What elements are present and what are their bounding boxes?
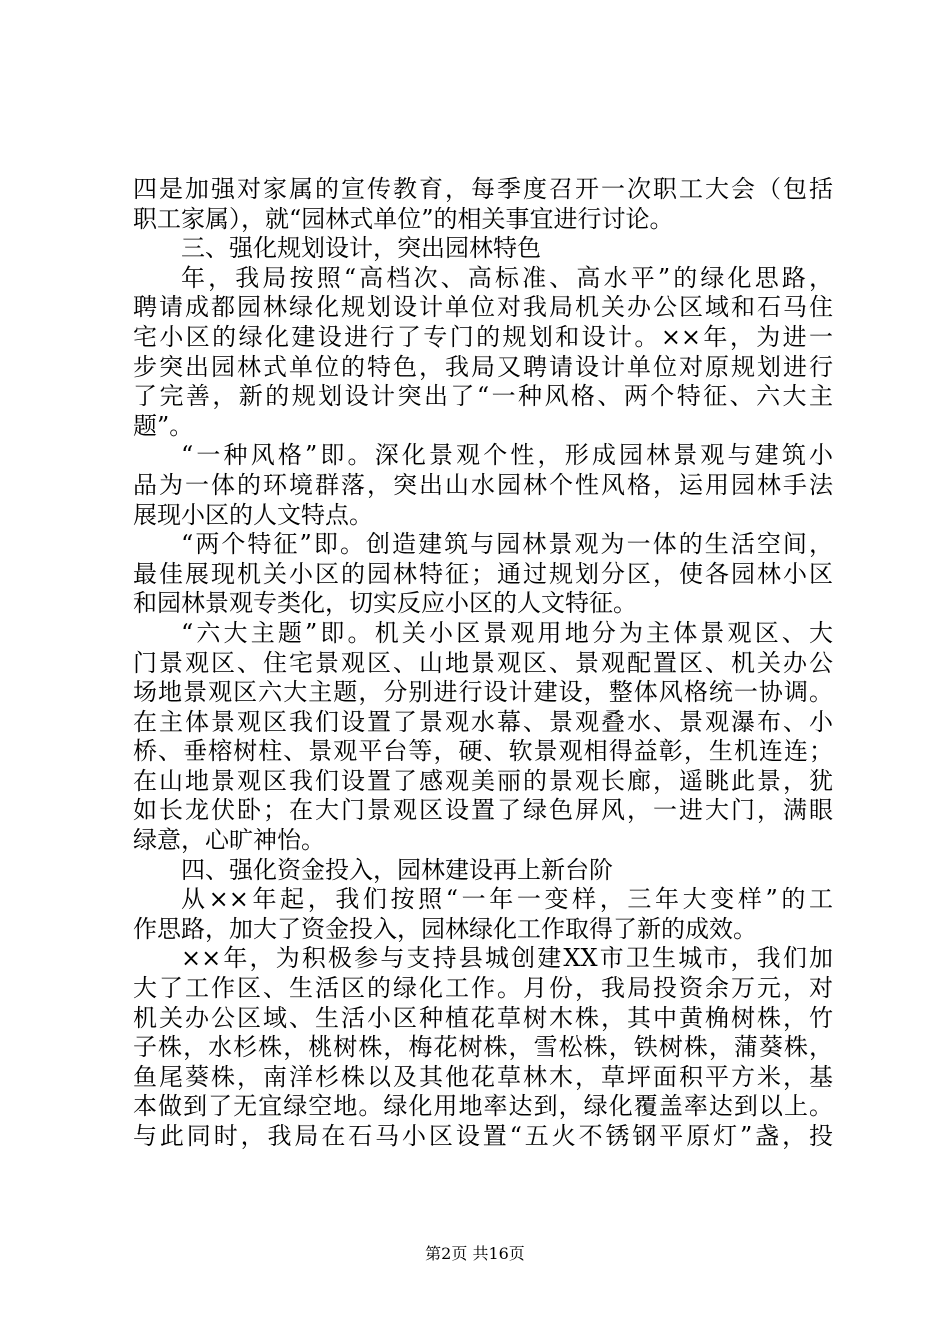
text-line: 最佳展现机关小区的园林特征；通过规划分区，使各园林小区: [133, 559, 833, 588]
text-line: 子株，水杉株，桃树株，梅花树株，雪松株，铁树株，蒲葵株，: [133, 1033, 833, 1062]
text-line: 步突出园林式单位的特色，我局又聘请设计单位对原规划进行: [133, 352, 833, 381]
text-line: 鱼尾葵株，南洋杉株以及其他花草林木，草坪面积平方米，基: [133, 1062, 833, 1091]
text-line: “一种风格”即。深化景观个性，形成园林景观与建筑小: [181, 441, 833, 470]
text-line: 四是加强对家属的宣传教育，每季度召开一次职工大会（包括: [133, 175, 833, 203]
document-body: [133, 175, 833, 1152]
text-line: 如长龙伏卧；在大门景观区设置了绿色屏风，一进大门，满眼: [133, 796, 833, 825]
text-line: “两个特征”即。创造建筑与园林景观为一体的生活空间，: [181, 530, 833, 559]
text-line: 品为一体的环境群落，突出山水园林个性风格，运用园林手法: [133, 470, 833, 499]
text-line: 与此同时，我局在石马小区设置“五火不锈钢平原灯”盏，投: [133, 1122, 833, 1150]
text-line: 机关办公区域、生活小区种植花草树木株，其中黄桷树株，竹: [133, 1003, 833, 1032]
page-footer: 第2页 共16页: [425, 1244, 525, 1263]
text-line: ××年，为积极参与支持县城创建XX市卫生城市，我们加: [181, 944, 833, 973]
text-line: 作思路，加大了资金投入，园林绿化工作取得了新的成效。: [133, 914, 757, 943]
text-line: 在主体景观区我们设置了景观水幕、景观叠水、景观瀑布、小: [133, 707, 833, 736]
text-line: 大了工作区、生活区的绿化工作。月份，我局投资余万元，对: [133, 974, 833, 1003]
text-line: 和园林景观专类化，切实反应小区的人文特征。: [133, 589, 637, 618]
text-line: 宅小区的绿化建设进行了专门的规划和设计。××年，为进一: [133, 322, 833, 351]
text-line: 绿意，心旷神怡。: [133, 826, 325, 855]
text-line: 在山地景观区我们设置了感观美丽的景观长廊，遥眺此景，犹: [133, 766, 833, 795]
text-line: 从××年起，我们按照“一年一变样，三年大变样”的工: [181, 885, 833, 914]
text-line: 三、强化规划设计，突出园林特色: [181, 234, 541, 263]
text-line: 职工家属），就“园林式单位”的相关事宜进行讨论。: [133, 204, 674, 233]
text-line: 展现小区的人文特点。: [133, 500, 373, 529]
text-line: 四、强化资金投入，园林建设再上新台阶: [181, 855, 613, 884]
text-line: 年，我局按照“高档次、高标准、高水平”的绿化思路，: [181, 263, 833, 292]
text-line: “六大主题”即。机关小区景观用地分为主体景观区、大: [181, 618, 833, 647]
text-line: 场地景观区六大主题，分别进行设计建设，整体风格统一协调。: [133, 678, 833, 707]
text-line: 了完善，新的规划设计突出了“一种风格、两个特征、六大主: [133, 382, 833, 411]
text-line: 桥、垂榕树柱、景观平台等，硬、软景观相得益彰，生机连连；: [133, 737, 833, 766]
text-line: 题”。: [133, 411, 194, 440]
text-line: 门景观区、住宅景观区、山地景观区、景观配置区、机关办公: [133, 648, 833, 677]
text-line: 聘请成都园林绿化规划设计单位对我局机关办公区域和石马住: [133, 293, 833, 322]
text-line: 本做到了无宜绿空地。绿化用地率达到，绿化覆盖率达到以上。: [133, 1092, 833, 1121]
